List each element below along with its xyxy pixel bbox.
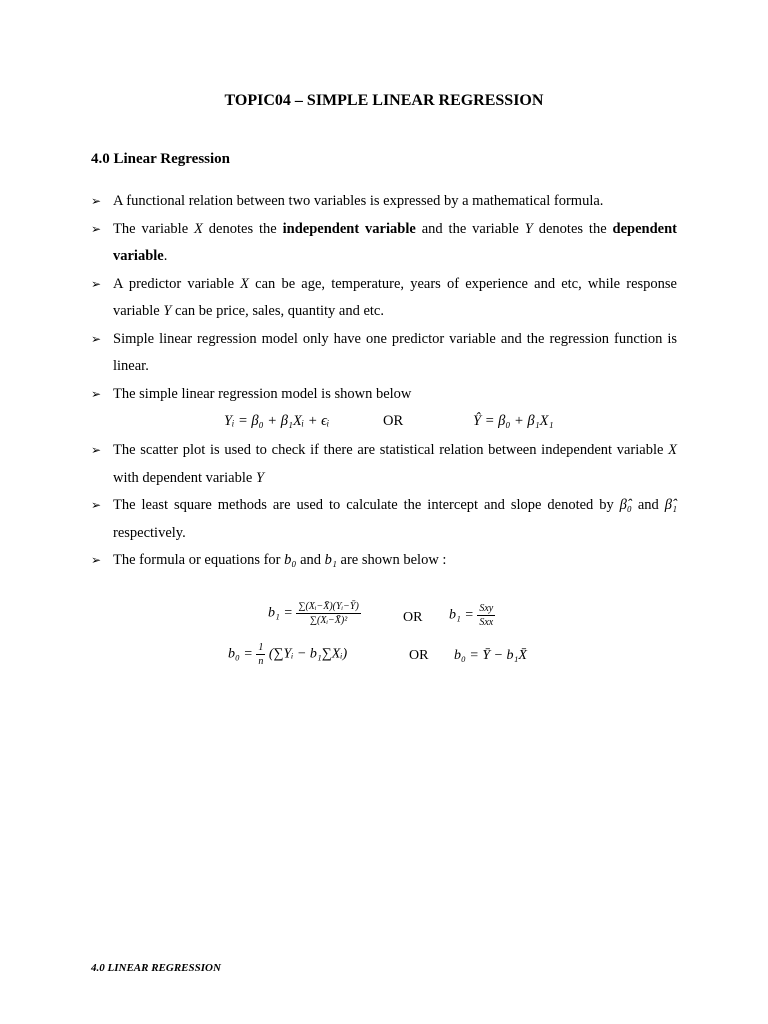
bullet-text: and xyxy=(296,552,325,568)
bullet-text: A predictor variable xyxy=(113,275,241,292)
bullet-list xyxy=(91,188,677,575)
bullet-text: respectively. xyxy=(113,524,186,541)
math-var: Y xyxy=(163,303,172,319)
math-var: X xyxy=(668,442,677,458)
math-var: X xyxy=(194,220,203,237)
arrow-bullet-icon: ➢ xyxy=(91,194,102,208)
arrow-bullet-icon: ➢ xyxy=(91,553,102,567)
arrow-bullet-icon: ➢ xyxy=(91,221,102,236)
b0-frac-denominator: n xyxy=(258,656,264,667)
math-var: b₁ xyxy=(324,552,337,568)
or-text: OR xyxy=(403,610,423,625)
b1-fraction xyxy=(296,600,360,627)
bullet-text: A functional relation between two variables is expressed by a mathematical formula. xyxy=(113,193,604,209)
b1-lhs: b₁ = xyxy=(268,605,293,621)
math-var: b₀ xyxy=(284,552,297,568)
b1-alt-denominator: Sxx xyxy=(479,617,494,628)
bullet-text: are shown below : xyxy=(336,552,447,568)
b1-denominator: ∑(Xᵢ−X̄)² xyxy=(309,615,348,626)
bullet-text: denotes the xyxy=(532,220,613,237)
bullet-item-6 xyxy=(91,437,677,492)
bold-term: independent variable xyxy=(282,220,416,237)
b1-alt-numerator: Sxy xyxy=(479,603,494,614)
bullet-text: denotes the xyxy=(202,220,283,237)
bullet-text: The least square methods are used to calculate the intercept and slope denoted by xyxy=(113,497,620,513)
or-label: OR xyxy=(383,413,404,429)
b0-rest: (∑Yᵢ − b₁∑Xᵢ) xyxy=(268,646,348,662)
arrow-bullet-icon: ➢ xyxy=(91,443,102,457)
arrow-bullet-icon: ➢ xyxy=(91,331,102,346)
bullet-text: and the variable xyxy=(415,220,525,237)
bullet-item-2 xyxy=(91,216,677,271)
bullet-text: and xyxy=(631,497,665,513)
bullet-item-3 xyxy=(91,271,677,326)
or-label xyxy=(409,648,428,664)
b1-alt-lhs: b₁ = xyxy=(449,607,474,623)
model-equation-right: Ŷ = β₀ + β₁X₁ xyxy=(473,413,554,429)
b0-frac-numerator: 1 xyxy=(258,642,264,653)
b1-alt-formula xyxy=(449,602,495,629)
b0-fraction xyxy=(256,641,265,668)
bold-term: dependent variable xyxy=(113,220,677,264)
bullet-text: . xyxy=(163,248,168,264)
b1-formula xyxy=(268,600,361,627)
bullet-text: Simple linear regression model only have one predictor variable and the regression function is linear. xyxy=(113,330,677,374)
bullet-text: The simple linear regression model is shown below xyxy=(113,385,412,402)
bullet-text: The formula or equations for xyxy=(113,552,285,568)
b0-lhs: b₀ = xyxy=(228,646,253,662)
bullet-text: can be age, temperature, years of experience and etc, while response variable xyxy=(113,275,677,319)
bullet-item-4 xyxy=(91,326,677,381)
bullet-item-1 xyxy=(91,188,677,216)
or-label xyxy=(403,610,422,626)
b0-alt: b₀ = Ȳ − b₁X̄ xyxy=(454,648,527,663)
bullet-item-5 xyxy=(91,381,677,409)
bullet-item-7 xyxy=(91,492,677,547)
math-var: Y xyxy=(255,469,265,486)
section-heading: 4.0 Linear Regression xyxy=(91,151,231,167)
or-text: OR xyxy=(409,648,429,663)
bullet-text: The scatter plot is used to check if there are statistical relation between independent variable xyxy=(113,442,669,458)
math-var: β̂₀ xyxy=(619,497,632,513)
math-var: β̂₁ xyxy=(664,497,677,513)
bullet-text: The variable xyxy=(113,220,195,237)
bullet-text: with dependent variable xyxy=(113,469,256,486)
b1-alt-fraction xyxy=(477,602,495,629)
bullet-text: can be price, sales, quantity and etc. xyxy=(171,303,384,319)
page-title: TOPIC04 – SIMPLE LINEAR REGRESSION xyxy=(224,92,544,109)
b1-numerator: ∑(Xᵢ−X̄)(Yᵢ−Ȳ) xyxy=(298,601,359,612)
model-equation-left: Yᵢ = β₀ + β₁Xᵢ + ϵᵢ xyxy=(224,413,330,429)
b0-alt-formula xyxy=(454,648,527,664)
arrow-bullet-icon: ➢ xyxy=(91,386,102,401)
b0-formula xyxy=(228,641,347,668)
arrow-bullet-icon: ➢ xyxy=(91,498,102,512)
model-equation-row xyxy=(91,408,677,437)
bullet-item-8 xyxy=(91,547,677,575)
page-footer: 4.0 LINEAR REGRESSION xyxy=(91,962,221,974)
math-var: X xyxy=(240,275,250,292)
math-var: Y xyxy=(524,220,533,237)
arrow-bullet-icon: ➢ xyxy=(91,276,102,291)
